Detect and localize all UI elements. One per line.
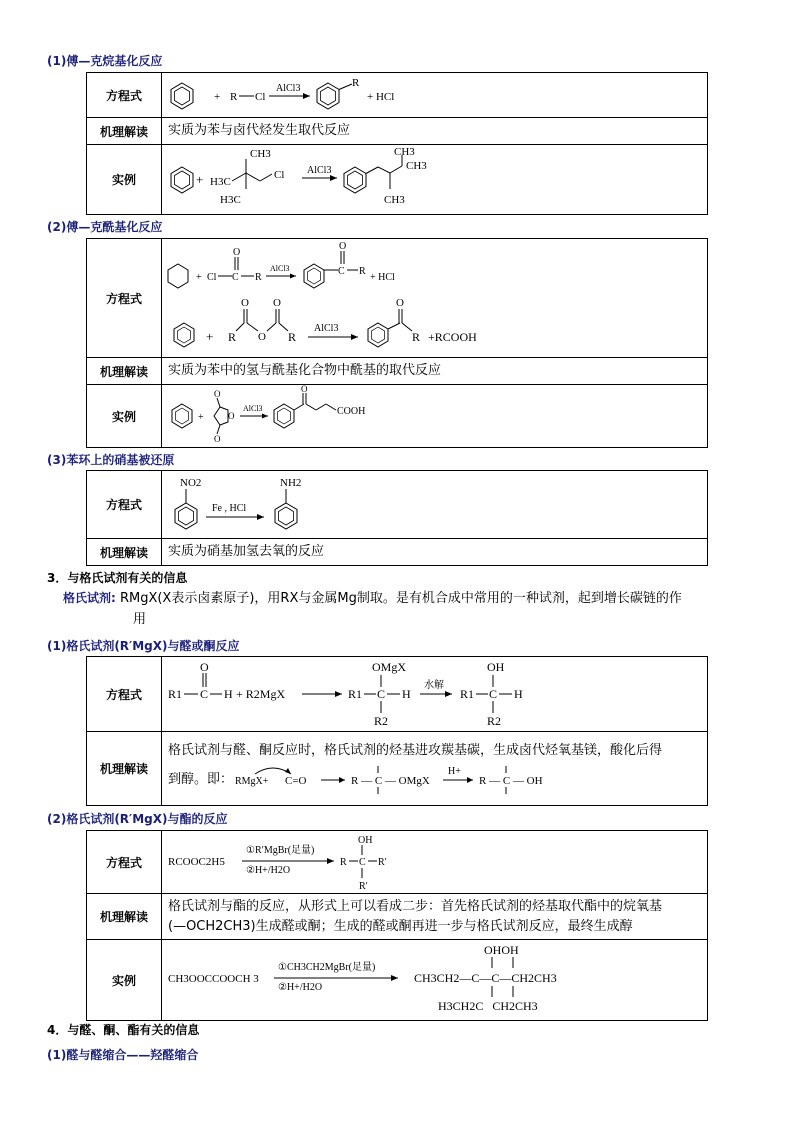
- equation-alkylation: [162, 73, 708, 118]
- svg-text:+RCOOH: +RCOOH: [428, 330, 477, 344]
- svg-text:AlCl3: AlCl3: [270, 264, 290, 273]
- table-nitro-reduction: [86, 470, 708, 566]
- definition-continuation: 用: [133, 612, 147, 627]
- label-example: 实例: [87, 940, 162, 1021]
- svg-text:C: C: [377, 687, 386, 701]
- label-mechanism: 机理解读: [87, 539, 162, 566]
- svg-text:C=O: C=O: [285, 774, 307, 787]
- svg-text:CH3OOCCOOCH 3: CH3OOCCOOCH 3: [168, 973, 259, 985]
- svg-text:O: O: [258, 331, 266, 343]
- mechanism-block: [162, 894, 708, 940]
- svg-text:C: C: [359, 857, 366, 868]
- label-example: 实例: [87, 145, 162, 215]
- svg-text:OH: OH: [487, 660, 505, 674]
- svg-text:O: O: [214, 434, 221, 444]
- svg-text:Cl: Cl: [255, 91, 266, 103]
- example-grignard-ester: [162, 940, 708, 1021]
- svg-text:+ HCl: + HCl: [370, 272, 395, 283]
- svg-text:Cl: Cl: [274, 169, 285, 181]
- label-mechanism: 机理解读: [87, 894, 162, 940]
- example-acylation: [162, 385, 708, 448]
- reagent-r: R: [230, 91, 238, 103]
- catalyst-alcl3: AlCl3: [276, 83, 301, 94]
- heading-nitro-reduction: (3)苯环上的硝基被还原: [47, 453, 175, 467]
- heading-grignard-ester: (2)格氏试剂(R′MgX)与酯的反应: [47, 812, 228, 826]
- mechanism-scheme: [233, 762, 563, 798]
- svg-text:①R′MgBr(足量): ①R′MgBr(足量): [246, 845, 315, 856]
- svg-text:R′: R′: [359, 881, 368, 892]
- part3-title: 3．与格氏试剂有关的信息: [47, 571, 188, 585]
- svg-text:R: R: [228, 330, 237, 344]
- svg-text:AlCl3: AlCl3: [243, 404, 263, 413]
- svg-text:②H+/H2O: ②H+/H2O: [278, 982, 323, 993]
- svg-text:R: R: [288, 330, 297, 344]
- definition-text: RMgX(X表示卤素原子)，用RX与金属Mg制取。是有机合成中常用的一种试剂，起到增长碳链的作: [119, 591, 682, 606]
- svg-text:O: O: [200, 660, 209, 674]
- heading-grignard-carbonyl: (1)格氏试剂(R′MgX)与醛或酮反应: [47, 639, 240, 653]
- equation-acylation: [162, 239, 708, 358]
- svg-text:②H+/H2O: ②H+/H2O: [246, 865, 291, 876]
- svg-text:R1: R1: [168, 687, 183, 701]
- svg-text:H3C: H3C: [210, 176, 231, 188]
- svg-text:CH3CH2—C—C—CH2CH3: CH3CH2—C—C—CH2CH3: [414, 971, 557, 985]
- label-example: 实例: [87, 385, 162, 448]
- mechanism-line-1: 格氏试剂与酯的反应，从形式上可以看成二步：首先格氏试剂的烃基取代酯中的烷氧基: [168, 898, 663, 914]
- svg-text:①CH3CH2MgBr(足量): ①CH3CH2MgBr(足量): [278, 962, 376, 973]
- svg-text:NO2: NO2: [180, 477, 202, 489]
- svg-text:R2: R2: [374, 714, 389, 728]
- svg-text:R2: R2: [487, 714, 502, 728]
- equation-grignard-carbonyl: [162, 657, 708, 732]
- heading-friedel-crafts-alkylation: (1)傅—克烷基化反应: [47, 54, 163, 68]
- svg-text:R′: R′: [378, 857, 387, 868]
- svg-text:+: +: [206, 329, 214, 344]
- label-equation: 方程式: [87, 239, 162, 358]
- mechanism-line-2: (—OCH2CH3)生成醛或酮；生成的醛或酮再进一步与格氏试剂反应，最终生成醇: [168, 918, 633, 934]
- svg-text:NH2: NH2: [280, 477, 302, 489]
- svg-text:AlCl3: AlCl3: [314, 323, 339, 334]
- svg-text:RMgX+: RMgX+: [235, 775, 269, 787]
- part4-title: 4．与醛、酮、酯有关的信息: [47, 1023, 200, 1037]
- svg-text:H: H: [402, 687, 411, 701]
- table-grignard-ester: [86, 830, 708, 1021]
- equation-grignard-ester: [162, 831, 708, 894]
- table-grignard-carbonyl: [86, 656, 708, 806]
- svg-text:OMgX: OMgX: [372, 660, 407, 674]
- heading-friedel-crafts-acylation: (2)傅—克酰基化反应: [47, 220, 163, 234]
- svg-text:O: O: [301, 385, 308, 394]
- svg-text:CH3: CH3: [394, 146, 415, 158]
- svg-text:R1: R1: [348, 687, 363, 701]
- svg-text:H+: H+: [448, 765, 461, 777]
- svg-text:O: O: [273, 297, 281, 309]
- svg-text:+ R2MgX: + R2MgX: [236, 687, 286, 701]
- svg-text:RCOOC2H5: RCOOC2H5: [168, 856, 225, 868]
- svg-text:Cl: Cl: [207, 272, 217, 283]
- svg-text:H3C: H3C: [220, 194, 241, 206]
- mechanism-text: 实质为苯与卤代烃发生取代反应: [162, 118, 708, 145]
- svg-text:C: C: [232, 272, 239, 283]
- svg-text:+: +: [214, 91, 221, 103]
- svg-text:CH3: CH3: [406, 160, 427, 172]
- svg-text:+: +: [198, 412, 204, 423]
- mechanism-text: 实质为硝基加氢去氧的反应: [162, 539, 708, 566]
- svg-text:+: +: [196, 172, 204, 187]
- mechanism-text: 实质为苯中的氢与酰基化合物中酰基的取代反应: [162, 358, 708, 385]
- part4-subheading: (1)醛与醛缩合——羟醛缩合: [47, 1048, 199, 1062]
- svg-text:H3CH2C CH2CH3: H3CH2C CH2CH3: [438, 999, 538, 1013]
- svg-text:R: R: [359, 266, 366, 277]
- svg-text:R: R: [340, 857, 347, 868]
- label-equation: 方程式: [87, 73, 162, 118]
- svg-text:R — C — OMgX: R — C — OMgX: [351, 774, 430, 787]
- table-alkylation: [86, 72, 708, 215]
- label-equation: 方程式: [87, 831, 162, 894]
- svg-text:R1: R1: [460, 687, 475, 701]
- hydrolysis-label: 水解: [424, 680, 444, 691]
- mechanism-line-1: 格氏试剂与醛、酮反应时，格氏试剂的烃基进攻羰基碳，生成卤代烃氧基镁，酸化后得: [168, 742, 663, 758]
- svg-text:CH3: CH3: [384, 194, 405, 206]
- svg-text:R: R: [352, 77, 360, 89]
- svg-text:O: O: [233, 247, 241, 258]
- svg-text:O: O: [396, 297, 404, 309]
- label-equation: 方程式: [87, 657, 162, 732]
- svg-text:R: R: [255, 272, 262, 283]
- svg-text:COOH: COOH: [337, 406, 366, 417]
- label-mechanism: 机理解读: [87, 118, 162, 145]
- grignard-definition: [63, 588, 753, 630]
- svg-text:Fe , HCl: Fe , HCl: [212, 503, 247, 514]
- equation-nitro-reduction: [162, 471, 708, 539]
- svg-text:C: C: [489, 687, 498, 701]
- svg-text:H: H: [224, 687, 233, 701]
- svg-text:R — C — OH: R — C — OH: [479, 774, 543, 787]
- svg-text:O: O: [228, 411, 235, 421]
- svg-text:C: C: [200, 687, 209, 701]
- svg-text:R: R: [412, 330, 421, 344]
- svg-text:OH: OH: [358, 835, 373, 846]
- mechanism-block: [162, 732, 708, 806]
- definition-keyword: 格氏试剂:: [63, 591, 116, 605]
- label-mechanism: 机理解读: [87, 358, 162, 385]
- svg-text:H: H: [514, 687, 523, 701]
- example-alkylation: [162, 145, 708, 215]
- svg-text:+: +: [196, 272, 202, 283]
- svg-text:O: O: [339, 241, 347, 252]
- mechanism-line-2: 到醇。即：: [168, 771, 234, 787]
- svg-text:O: O: [241, 297, 249, 309]
- product-hcl: + HCl: [367, 91, 395, 103]
- svg-text:O: O: [214, 389, 221, 399]
- svg-text:OHOH: OHOH: [484, 943, 519, 957]
- svg-text:C: C: [338, 266, 345, 277]
- label-equation: 方程式: [87, 471, 162, 539]
- svg-text:CH3: CH3: [250, 148, 271, 160]
- table-acylation: [86, 238, 708, 448]
- svg-text:AlCl3: AlCl3: [307, 165, 332, 176]
- label-mechanism: 机理解读: [87, 732, 162, 806]
